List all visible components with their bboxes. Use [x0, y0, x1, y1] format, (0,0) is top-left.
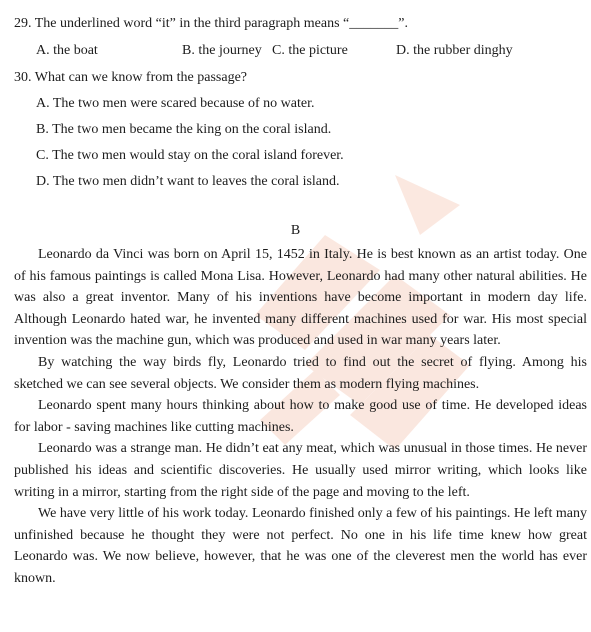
passage-paragraph: We have very little of his work today. Leonardo finished only a few of his paintings. He left many unfinished because he thought they were not perfect. No one in his life time knew how great Leonardo was. We now believe, however, that he was one of the cleverest men the world has ever known. — [14, 506, 587, 586]
question-29-stem: 29. The underlined word “it” in the third paragraph means “_______”. — [14, 16, 408, 31]
question-29-options — [0, 42, 591, 60]
q30-option-b[interactable]: B. The two men became the king on the coral island. — [36, 122, 332, 137]
passage-paragraph: By watching the way birds fly, Leonardo tried to find out the secret of flying. Among his sketched we can see several objects. We consider them as modern flying machines. — [14, 354, 587, 392]
q30-option-d[interactable]: D. The two men didn’t want to leaves the coral island. — [36, 174, 340, 189]
q29-option-b[interactable]: B. the journey — [182, 43, 262, 58]
passage-paragraph: Leonardo was a strange man. He didn’t eat any meat, which was unusual in those times. He never published his ideas and scientific discoveries. He usually used mirror writing, which looks like writing in a mirror, starting from the right side of the page and moving to the left. — [14, 441, 587, 500]
passage-paragraph: Leonardo spent many hours thinking about how to make good use of time. He developed ideas for labor - saving machines like cutting machines. — [14, 398, 587, 435]
q30-option-c[interactable]: C. The two men would stay on the coral island forever. — [36, 148, 344, 163]
q29-option-c[interactable]: C. the picture — [272, 43, 348, 58]
question-30-stem: 30. What can we know from the passage? — [14, 70, 247, 85]
q29-option-d[interactable]: D. the rubber dinghy — [396, 43, 513, 58]
q29-option-a[interactable]: A. the boat — [36, 43, 98, 58]
passage-paragraph: Leonardo da Vinci was born on April 15, 1452 in Italy. He is best known as an artist today. One of his famous paintings is called Mona Lisa. However, Leonardo had many other natural abilities. He was also a great inventor. Many of his inventions have become important in modern day life. Although Leonardo hated war, he invented many different machines used for war. His most special invention was the machine gun, which was produced and used in war many years later. — [14, 247, 587, 349]
q30-option-a[interactable]: A. The two men were scared because of no water. — [36, 96, 315, 111]
reading-passage — [14, 244, 587, 590]
section-label: B — [290, 223, 301, 238]
